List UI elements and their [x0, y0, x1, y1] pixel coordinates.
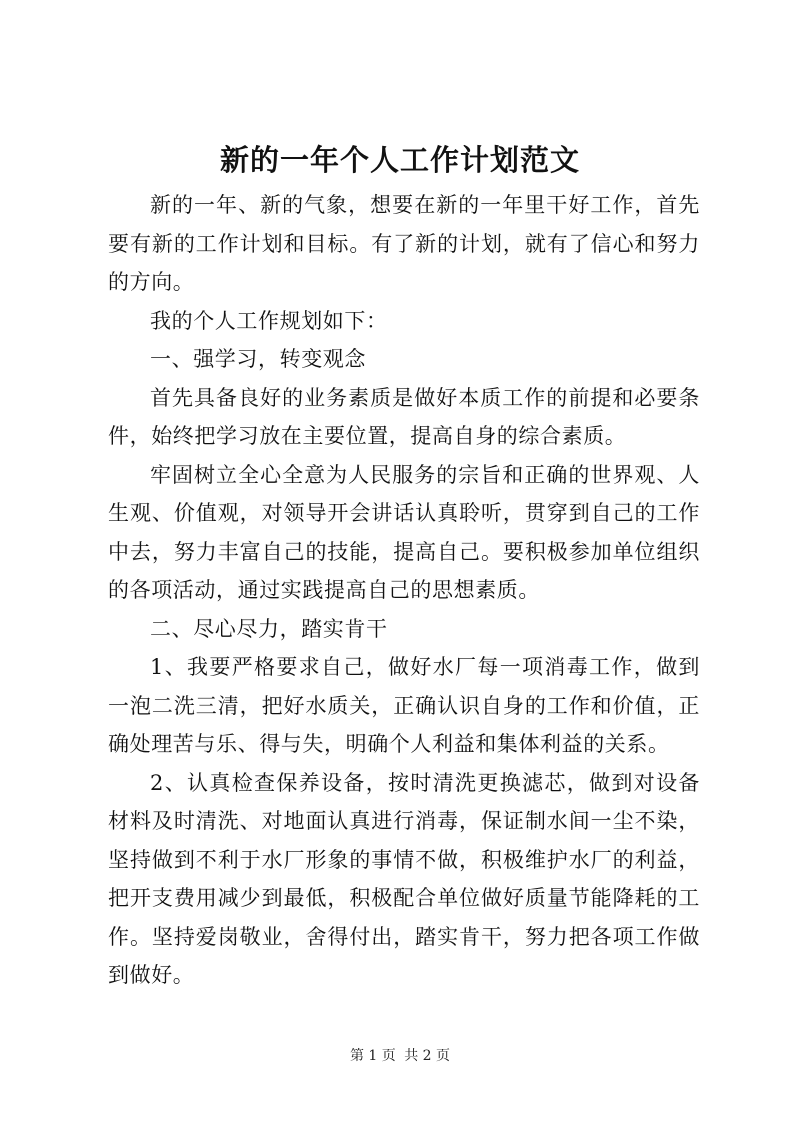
paragraph-section1-a: 首先具备良好的业务素质是做好本质工作的前提和必要条件，始终把学习放在主要位置，提高自身的综合素质。	[108, 385, 700, 448]
page-footer	[0, 1046, 800, 1066]
document-body	[108, 186, 700, 995]
section-heading-2: 二、尽心尽力，踏实肯干	[150, 616, 388, 641]
paragraph-section2-item2: 2、认真检查保养设备，按时清洗更换滤芯，做到对设备材料及时清洗、对地面认真进行消毒，保证制水间一尘不染，坚持做到不利于水厂形象的事情不做，积极维护水厂的利益，把开支费用减少到最低，积极配合单位做好质量节能降耗的工作。坚持爱岗敬业，舍得付出，踏实肯干，努力把各项工作做到做好。	[108, 770, 700, 987]
paragraph-plan-lead: 我的个人工作规划如下：	[150, 308, 388, 333]
page-total: 共 2 页	[404, 1048, 451, 1064]
section-heading-1: 一、强学习，转变观念	[150, 347, 366, 371]
paragraph-section1-b: 牢固树立全心全意为人民服务的宗旨和正确的世界观、人生观、价值观，对领导开会讲话认真聆听，贯穿到自己的工作中去，努力丰富自己的技能，提高自己。要积极参加单位组织的各项活动，通过实践提高自己的思想素质。	[108, 462, 700, 602]
document-title: 新的一年个人工作计划范文	[219, 143, 580, 177]
paragraph-section2-item1: 1、我要严格要求自己，做好水厂每一项消毒工作，做到一泡二洗三清，把好水质关，正确认识自身的工作和价值，正确处理苦与乐、得与失，明确个人利益和集体利益的关系。	[108, 655, 700, 756]
paragraph-intro: 新的一年、新的气象，想要在新的一年里干好工作，首先要有新的工作计划和目标。有了新的计划，就有了信心和努力的方向。	[108, 193, 700, 294]
page-number: 第 1 页	[349, 1048, 396, 1064]
